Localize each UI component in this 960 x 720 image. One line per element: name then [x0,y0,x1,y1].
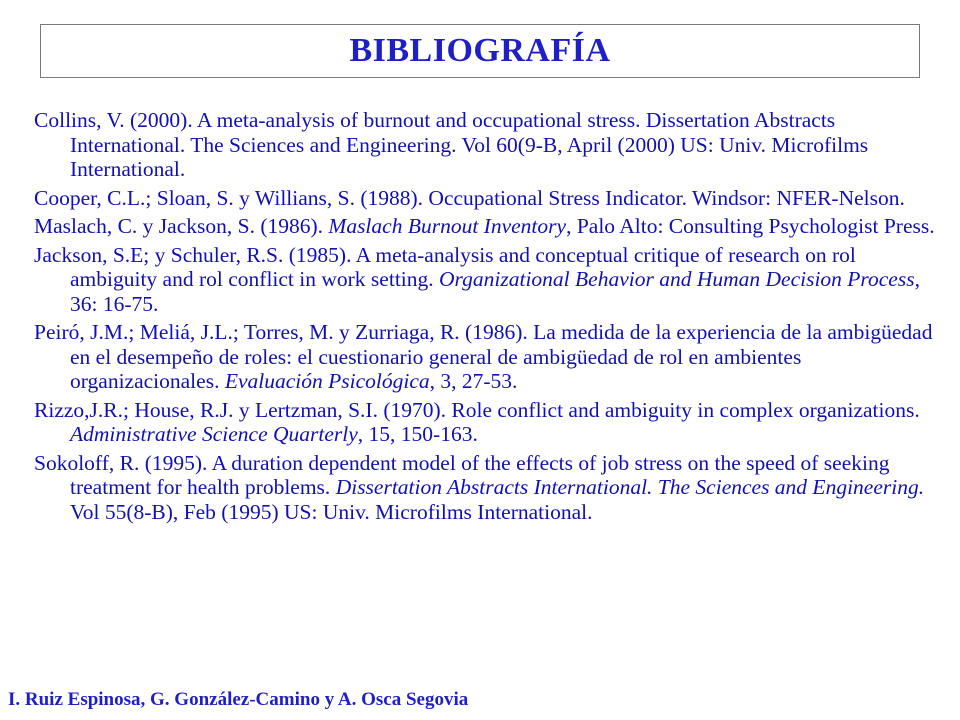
reference-tail-text: , 36: 16-75. [70,267,920,316]
reference-italic-text: Dissertation Abstracts International. The Sciences and Engineering. [335,475,925,499]
authors-footer: I. Ruiz Espinosa, G. González-Camino y A. Osca Segovia [8,689,469,710]
reference-list [34,108,946,528]
reference-tail-text: , 3, 27-53. [429,369,518,393]
reference-text: Peiró, J.M.; Meliá, J.L.; Torres, M. y Zurriaga, R. (1986). La medida de la experiencia de la ambigüedad en el desempeño de roles: el cuestionario general de ambigüedad de rol en ambientes organizacionales. [34,320,933,393]
reference-item [34,451,946,525]
reference-italic-text: Maslach Burnout Inventory [328,214,567,238]
reference-item [34,398,946,447]
reference-item [34,320,946,394]
reference-text: Jackson, S.E; y Schuler, R.S. (1985). A meta-analysis and conceptual critique of research on rol ambiguity and rol conflict in work setting. [34,242,856,291]
reference-text: Sokoloff, R. (1995). A duration dependent model of the effects of job stress on the speed of seeking treatment for health problems. [34,450,890,499]
reference-italic-text: Evaluación Psicológica [224,369,430,393]
reference-text: Maslach, C. y Jackson, S. (1986). [34,214,329,238]
reference-text: Cooper, C.L.; Sloan, S. y Willians, S. (1988). Occupational Stress Indicator. Windsor: NFER-Nelson. [34,185,905,210]
reference-tail-text: Vol 55(8-B), Feb (1995) US: Univ. Microfilms International. [70,499,593,524]
title-box [40,24,920,78]
reference-tail-text: , 15, 150-163. [357,422,478,446]
reference-italic-text: Organizational Behavior and Human Decision Process [439,267,915,291]
page-title: BIBLIOGRAFÍA [349,32,611,69]
reference-item [34,108,946,182]
reference-text: Rizzo,J.R.; House, R.J. y Lertzman, S.I. (1970). Role conflict and ambiguity in complex organizations. [34,397,920,422]
reference-item [34,243,946,317]
reference-text: Collins, V. (2000). A meta-analysis of burnout and occupational stress. Dissertation Abstracts International. The Sciences and Engineering. Vol 60(9-B, April (2000) US: Univ. Microfilms International. [34,108,869,181]
reference-item [34,214,946,239]
reference-italic-text: Administrative Science Quarterly [70,422,358,446]
reference-tail-text: , Palo Alto: Consulting Psychologist Press. [566,214,935,238]
reference-item [34,186,946,211]
